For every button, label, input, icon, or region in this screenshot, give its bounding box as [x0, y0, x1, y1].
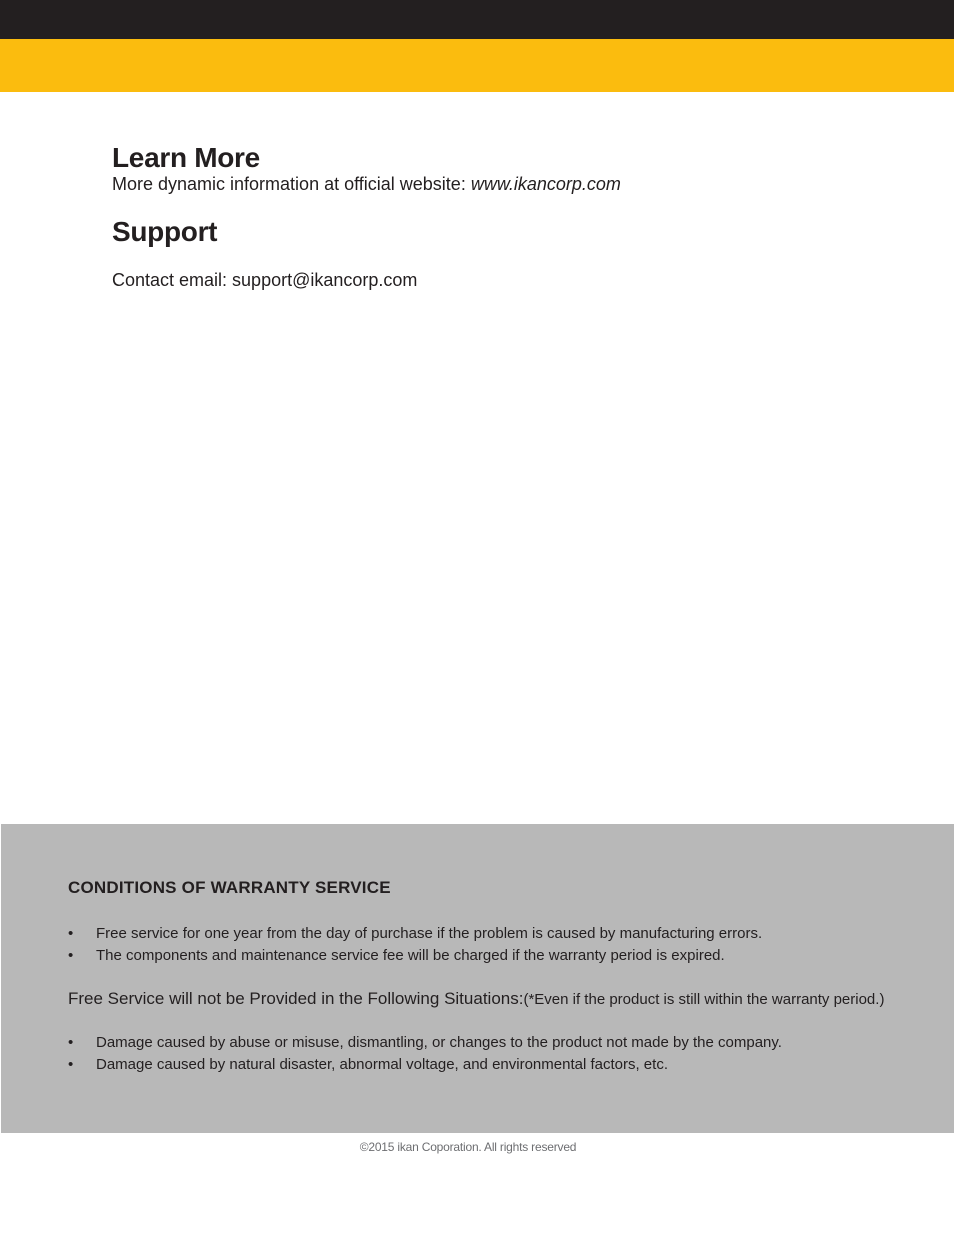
- learn-more-text: [112, 172, 621, 196]
- warranty-section: [1, 824, 954, 1133]
- warranty-conditions-list: [68, 923, 762, 967]
- copyright-text: ©2015 ikan Coporation. All rights reserved: [359, 1140, 577, 1154]
- list-item: • Damage caused by abuse or misuse, dismantling, or changes to the product not made by the company.: [68, 1032, 782, 1054]
- list-item: • Free service for one year from the day of purchase if the problem is caused by manufacturing errors.: [68, 923, 762, 945]
- header-accent-bar: [0, 39, 954, 92]
- bullet-icon: •: [68, 947, 74, 964]
- support-heading: Support: [112, 216, 218, 247]
- warranty-title: CONDITIONS OF WARRANTY SERVICE: [68, 878, 391, 897]
- bullet-icon: •: [68, 1034, 74, 1051]
- bullet-icon: •: [68, 1056, 74, 1073]
- header-black-bar: [0, 0, 954, 39]
- learn-more-heading: Learn More: [112, 142, 260, 173]
- exclusions-note: (*Even if the product is still within the warranty period.): [523, 991, 885, 1008]
- website-link[interactable]: www.ikancorp.com: [470, 174, 621, 194]
- warranty-exclusions-list: [68, 1032, 782, 1076]
- bullet-icon: •: [68, 925, 74, 942]
- support-contact: Contact email: support@ikancorp.com: [112, 270, 418, 290]
- list-item: • Damage caused by natural disaster, abnormal voltage, and environmental factors, etc.: [68, 1054, 782, 1076]
- learn-more-description: More dynamic information at official website:: [112, 174, 466, 194]
- exclusions-heading: Free Service will not be Provided in the Following Situations:(*Even if the product is still within the warranty period.): [68, 989, 885, 1008]
- list-item: • The components and maintenance service fee will be charged if the warranty period is expired.: [68, 945, 762, 967]
